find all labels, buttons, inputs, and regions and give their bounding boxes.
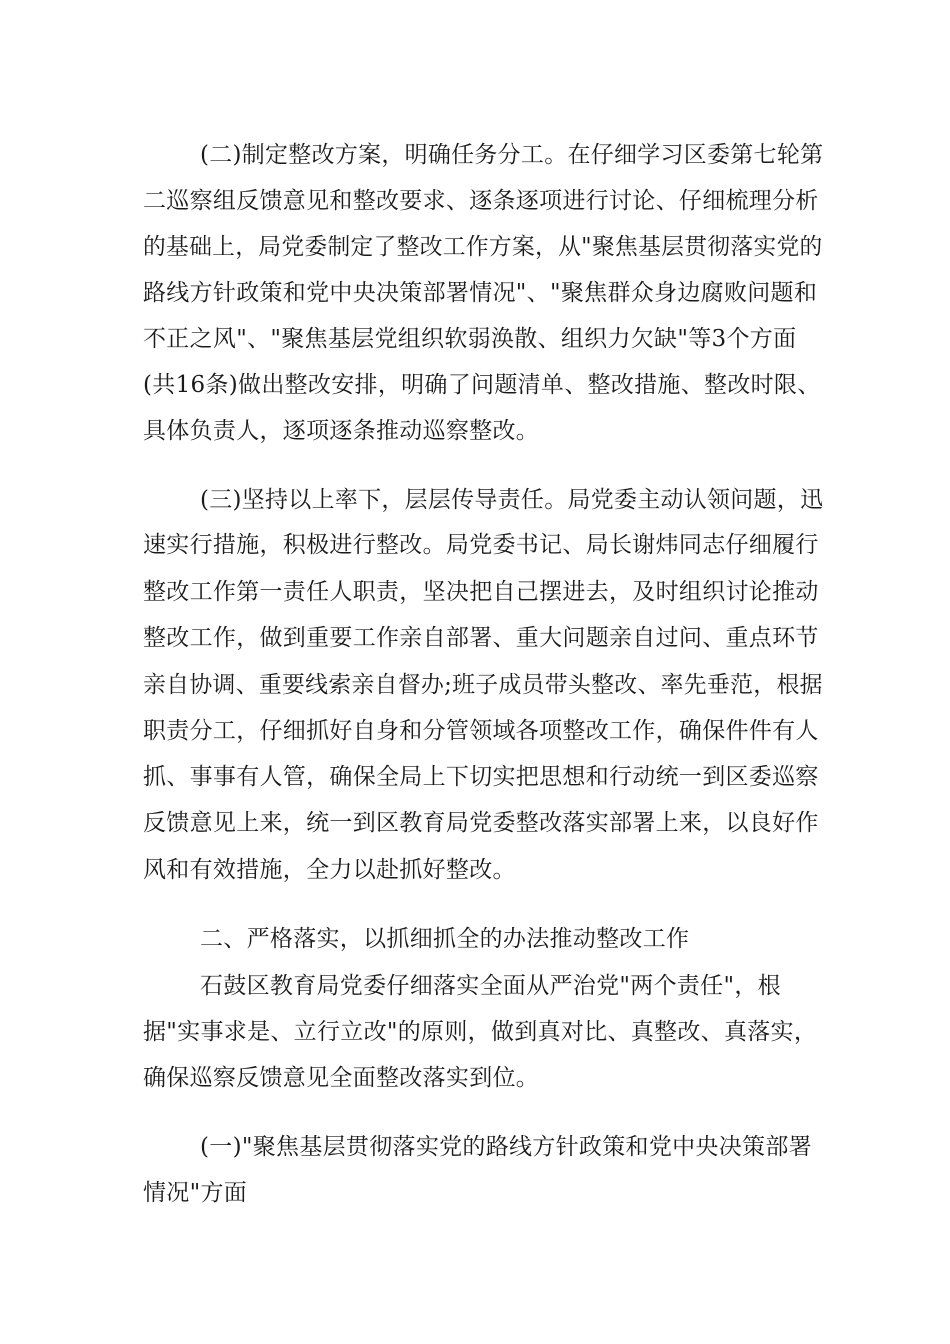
paragraph-line: 据"实事求是、立行立改"的原则，做到真对比、真整改、真落实， [143,1019,818,1045]
paragraph-line: 石鼓区教育局党委仔细落实全面从严治党"两个责任"，根 [200,973,781,999]
paragraph-line: 速实行措施，积极进行整改。局党委书记、局长谢炜同志仔细履行 [143,532,819,558]
paragraph-line: 确保巡察反馈意见全面整改落实到位。 [143,1065,540,1091]
paragraph-line: 亲自协调、重要线索亲自督办;班子成员带头整改、率先垂范，根据 [143,672,823,698]
paragraph-line: 不正之风"、"聚焦基层党组织软弱涣散、组织力欠缺"等3个方面 [143,326,797,352]
paragraph-line: 具体负责人，逐项逐条推动巡察整改。 [143,418,540,444]
paragraph-line: 抓、事事有人管，确保全局上下切实把思想和行动统一到区委巡察 [143,764,819,790]
paragraph-line: 整改工作，做到重要工作亲自部署、重大问题亲自过问、重点环节 [143,625,819,651]
paragraph-line: 职责分工，仔细抓好自身和分管领域各项整改工作，确保件件有人 [143,718,819,744]
paragraph-line: (三)坚持以上率下，层层传导责任。局党委主动认领问题，迅 [200,487,824,513]
paragraph-line: (一)"聚焦基层贯彻落实党的路线方针政策和党中央决策部署 [200,1134,812,1160]
paragraph-line: (共16条)做出整改安排，明确了问题清单、整改措施、整改时限、 [143,372,821,398]
paragraph-line: (二)制定整改方案，明确任务分工。在仔细学习区委第七轮第 [200,142,824,168]
section-heading: 二、严格落实，以抓细抓全的办法推动整改工作 [200,926,690,952]
paragraph-line: 反馈意见上来，统一到区教育局党委整改落实部署上来，以良好作 [143,810,819,836]
paragraph-line: 路线方针政策和党中央决策部署情况"、"聚焦群众身边腐败问题和 [143,280,818,306]
paragraph-line: 二巡察组反馈意见和整改要求、逐条逐项进行讨论、仔细梳理分析 [143,188,819,214]
paragraph-line: 情况"方面 [143,1180,248,1206]
paragraph-line: 的基础上，局党委制定了整改工作方案，从"聚焦基层贯彻落实党的 [143,234,823,260]
paragraph-line: 风和有效措施，全力以赴抓好整改。 [143,857,516,883]
paragraph-line: 整改工作第一责任人职责，坚决把自己摆进去，及时组织讨论推动 [143,579,819,605]
